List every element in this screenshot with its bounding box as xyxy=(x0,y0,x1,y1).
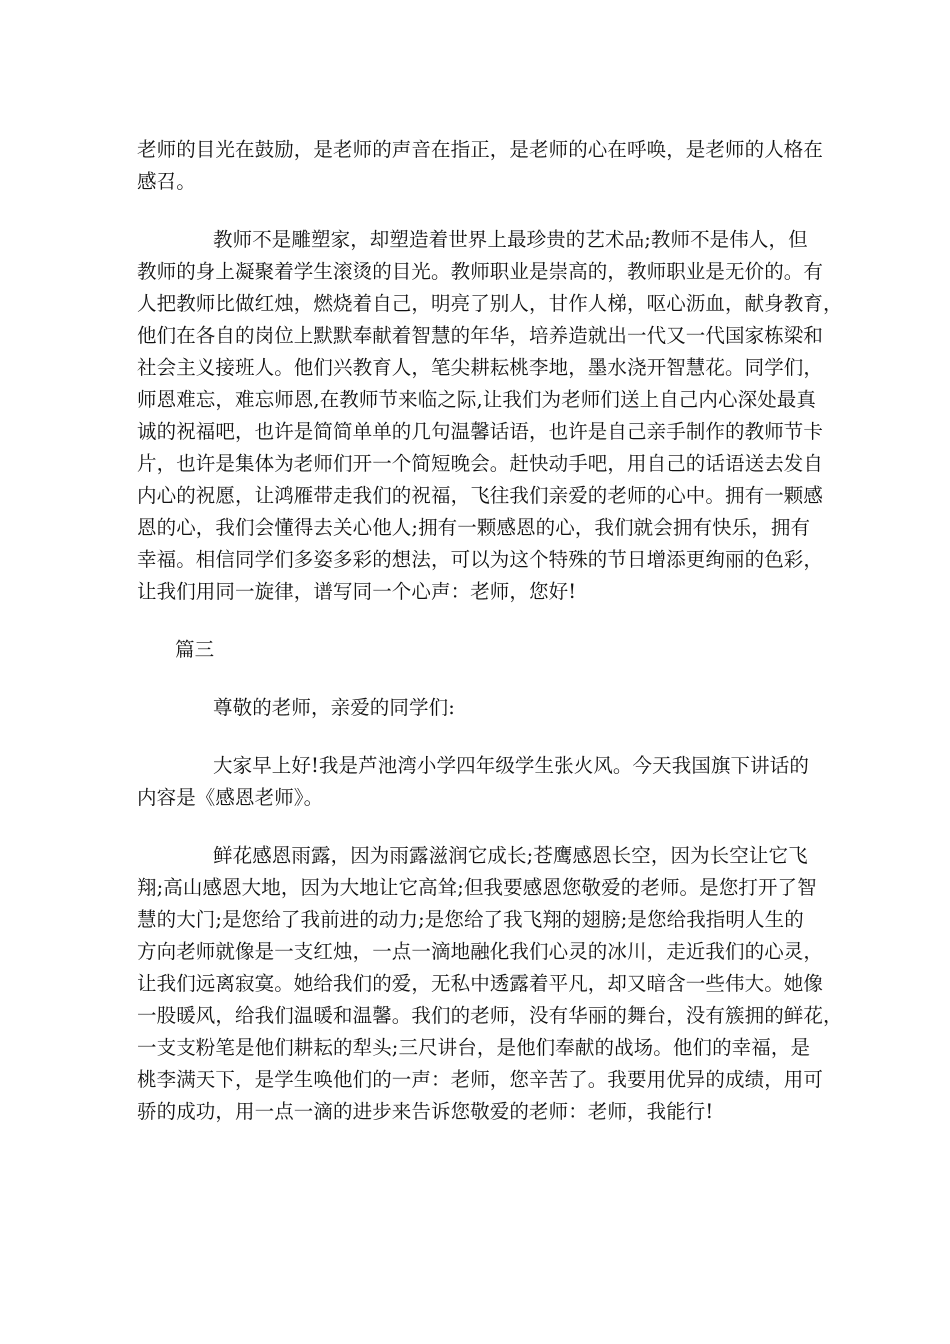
text-line: 老师的目光在鼓励，是老师的声音在指正，是老师的心在呼唤，是老师的人格在 xyxy=(137,138,824,161)
text-line: 慧的大门;是您给了我前进的动力;是您给了我飞翔的翅膀;是您给我指明人生的 xyxy=(137,908,804,931)
text-line: 感召。 xyxy=(137,170,196,193)
text-line: 鲜花感恩雨露，因为雨露滋润它成长;苍鹰感恩长空，因为长空让它飞 xyxy=(213,844,808,867)
text-line: 恩的心，我们会懂得去关心他人;拥有一颗感恩的心，我们就会拥有快乐，拥有 xyxy=(137,516,811,539)
text-line: 大家早上好!我是芦池湾小学四年级学生张火风。今天我国旗下讲话的 xyxy=(213,754,809,777)
text-line: 内容是《感恩老师》。 xyxy=(137,786,324,809)
section-title: 篇三 xyxy=(175,638,215,661)
text-line: 一支支粉笔是他们耕耘的犁头;三尺讲台，是他们奉献的战场。他们的幸福，是 xyxy=(137,1036,811,1059)
text-line: 他们在各自的岗位上默默奉献着智慧的年华，培养造就出一代又一代国家栋梁和 xyxy=(137,324,824,347)
text-line: 幸福。相信同学们多姿多彩的想法，可以为这个特殊的节日增添更绚丽的色彩， xyxy=(137,548,824,571)
text-line: 教师的身上凝聚着学生滚烫的目光。教师职业是崇高的，教师职业是无价的。有 xyxy=(137,260,824,283)
text-line: 教师不是雕塑家，却塑造着世界上最珍贵的艺术品;教师不是伟人，但 xyxy=(213,228,808,251)
text-line: 人把教师比做红烛，燃烧着自己，明亮了别人，甘作人梯，呕心沥血，献身教育， xyxy=(137,292,843,315)
text-line: 翔;高山感恩大地，因为大地让它高耸;但我要感恩您敬爱的老师。是您打开了智 xyxy=(137,876,817,899)
text-line: 方向老师就像是一支红烛，一点一滴地融化我们心灵的冰川，走近我们的心灵， xyxy=(137,940,824,963)
text-line: 一股暖风，给我们温暖和温馨。我们的老师，没有华丽的舞台，没有簇拥的鲜花， xyxy=(137,1004,843,1027)
text-line: 诚的祝福吧，也许是简简单单的几句温馨话语，也许是自己亲手制作的教师节卡 xyxy=(137,420,824,443)
text-line: 桃李满天下，是学生唤他们的一声：老师，您辛苦了。我要用优异的成绩，用可 xyxy=(137,1068,824,1091)
paragraph-greeting xyxy=(137,750,817,814)
text-line: 让我们用同一旋律，谱写同一个心声：老师，您好! xyxy=(137,580,577,603)
paragraph-main xyxy=(137,840,843,1128)
text-line: 内心的祝愿，让鸿雁带走我们的祝福，飞往我们亲爱的老师的心中。拥有一颗感 xyxy=(137,484,824,507)
salutation xyxy=(137,692,817,724)
text-line: 骄的成功，用一点一滴的进步来告诉您敬爱的老师：老师，我能行! xyxy=(137,1100,714,1123)
text-line: 尊敬的老师，亲爱的同学们: xyxy=(213,696,455,719)
text-line: 师恩难忘，难忘师恩,在教师节来临之际,让我们为老师们送上自己内心深处最真 xyxy=(137,388,816,411)
paragraph-2 xyxy=(137,224,843,608)
text-line: 片，也许是集体为老师们开一个简短晚会。赶快动手吧，用自己的话语送去发自 xyxy=(137,452,824,475)
text-line: 社会主义接班人。他们兴教育人，笔尖耕耘桃李地，墨水浇开智慧花。同学们， xyxy=(137,356,824,379)
paragraph-1 xyxy=(137,134,824,198)
text-line: 让我们远离寂寞。她给我们的爱，无私中透露着平凡，却又暗含一些伟大。她像 xyxy=(137,972,824,995)
section-heading xyxy=(137,634,817,666)
document-body xyxy=(137,134,843,1128)
